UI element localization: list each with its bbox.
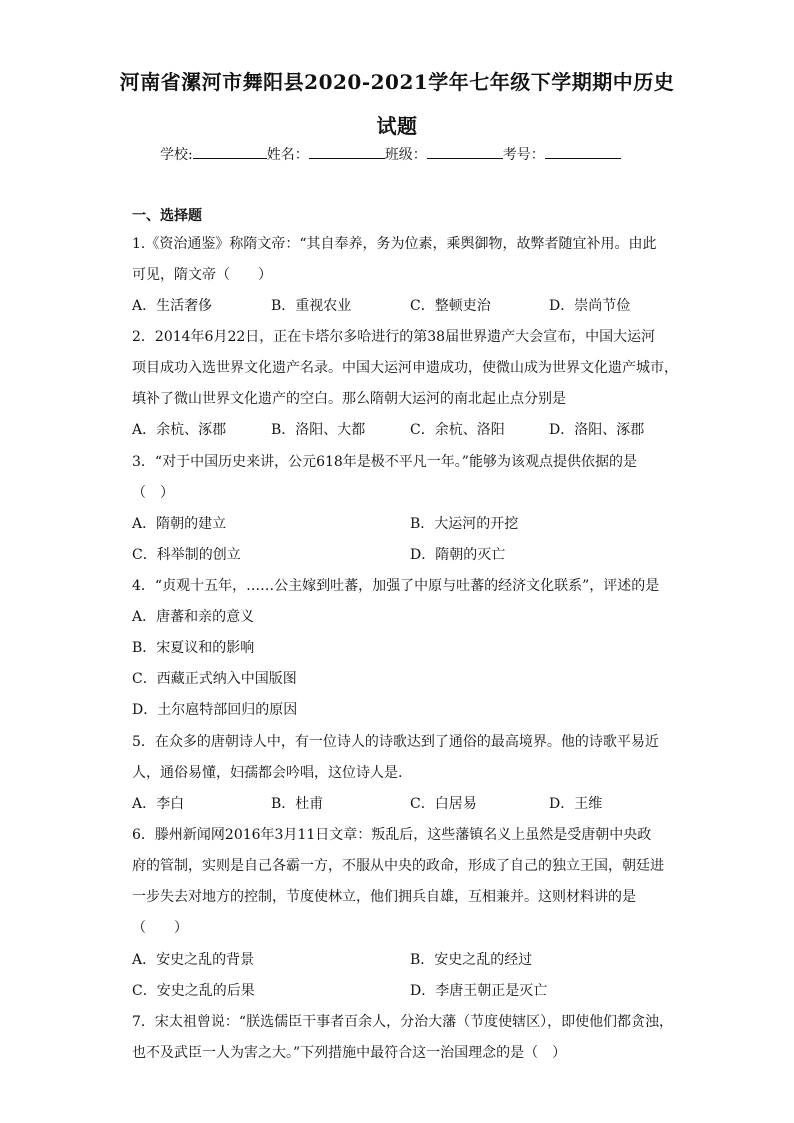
question-5-line-2: 人，通俗易懂，妇孺都会吟唱，这位诗人是. bbox=[132, 765, 403, 781]
question-6-options-row-2 bbox=[132, 980, 688, 1000]
question-3-line-2: （ ） bbox=[132, 485, 174, 501]
option-c[interactable]: C．白居易 bbox=[410, 796, 477, 812]
question-2-line-1: 2．2014年6月22日，正在卡塔尔多哈进行的第38届世界遗产大会宣布，中国大运河 bbox=[132, 329, 656, 345]
class-label: 班级： bbox=[384, 147, 427, 163]
question-5-options bbox=[132, 793, 688, 813]
question-5-line-1: 5．在众多的唐朝诗人中，有一位诗人的诗歌达到了通俗的最高境界。他的诗歌平易近 bbox=[132, 734, 659, 750]
question-2-line-3: 填补了微山世界文化遗产的空白。那么隋朝大运河的南北起止点分别是 bbox=[132, 391, 566, 407]
name-label: 姓名： bbox=[266, 147, 309, 163]
option-d[interactable]: D．洛阳、涿郡 bbox=[549, 422, 645, 438]
number-blank[interactable] bbox=[545, 144, 621, 159]
option-a[interactable]: A．隋朝的建立 bbox=[132, 516, 227, 532]
question-1-options bbox=[132, 295, 688, 315]
question-6-line-2: 府的管制，实则是自己各霸一方，不服从中央的政命，形成了自己的独立王国，朝廷进 bbox=[132, 858, 664, 874]
class-blank[interactable] bbox=[427, 144, 503, 159]
question-6-options-row-1 bbox=[132, 949, 688, 969]
option-d[interactable]: D．王维 bbox=[549, 796, 603, 812]
option-d[interactable]: D．李唐王朝正是灭亡 bbox=[410, 983, 548, 999]
student-info-row bbox=[160, 144, 621, 164]
question-6-line-1: 6．滕州新闻网2016年3月11日文章：叛乱后，这些藩镇名义上虽然是受唐朝中央政 bbox=[132, 827, 652, 843]
name-blank[interactable] bbox=[309, 144, 385, 159]
option-a[interactable]: A．李白 bbox=[132, 796, 185, 812]
option-a[interactable]: A．余杭、涿郡 bbox=[132, 422, 227, 438]
number-label: 考号： bbox=[502, 147, 545, 163]
question-3-options-row-2 bbox=[132, 544, 688, 564]
question-7-line-1: 7．宋太祖曾说：“朕选儒臣干事者百余人，分治大藩（节度使辖区），即使他们都贪浊， bbox=[132, 1014, 674, 1030]
question-1-line-2: 可见，隋文帝（ ） bbox=[132, 267, 272, 283]
page-title-line2: 试题 bbox=[376, 114, 418, 138]
question-6-line-4: （ ） bbox=[132, 920, 188, 936]
option-a[interactable]: A．唐蕃和亲的意义 bbox=[132, 609, 255, 625]
option-c[interactable]: C．西藏正式纳入中国版图 bbox=[132, 671, 297, 687]
option-c[interactable]: C．整顿吏治 bbox=[410, 298, 491, 314]
option-d[interactable]: D．土尔扈特部回归的原因 bbox=[132, 702, 298, 718]
option-b[interactable]: B．大运河的开挖 bbox=[410, 516, 519, 532]
question-2-line-2: 项目成功入选世界文化遗产名录。中国大运河申遗成功，使微山成为世界文化遗产城市， bbox=[132, 360, 678, 376]
option-b[interactable]: B．安史之乱的经过 bbox=[410, 952, 533, 968]
question-4-line-1: 4．“贞观十五年，……公主嫁到吐蕃，加强了中原与吐蕃的经济文化联系”，评述的是 bbox=[132, 578, 660, 594]
option-c[interactable]: C．科举制的创立 bbox=[132, 547, 241, 563]
school-label: 学校: bbox=[160, 147, 193, 163]
option-d[interactable]: D．崇尚节俭 bbox=[549, 298, 631, 314]
section-heading: 一、选择题 bbox=[132, 208, 202, 224]
question-3-options-row-1 bbox=[132, 513, 688, 533]
page-title: 河南省漯河市舞阳县2020-2021学年七年级下学期期中历史 bbox=[119, 70, 675, 94]
school-blank[interactable] bbox=[193, 144, 267, 159]
option-a[interactable]: A．安史之乱的背景 bbox=[132, 952, 255, 968]
option-b[interactable]: B．杜甫 bbox=[271, 796, 324, 812]
option-d[interactable]: D．隋朝的灭亡 bbox=[410, 547, 506, 563]
option-c[interactable]: C．余杭、洛阳 bbox=[410, 422, 505, 438]
question-1-line-1: 1.《资治通鉴》称隋文帝：“其自奉养，务为位素，乘舆御物，故弊者随宜补用。由此 bbox=[132, 236, 657, 252]
question-7-line-2: 也不及武臣一人为害之大。”下列措施中最符合这一治国理念的是（ ） bbox=[132, 1045, 567, 1061]
option-a[interactable]: A．生活奢侈 bbox=[132, 298, 213, 314]
option-b[interactable]: B．洛阳、大都 bbox=[271, 422, 366, 438]
question-2-options bbox=[132, 419, 688, 439]
question-6-line-3: 一步失去对地方的控制，节度使林立，他们拥兵自雄，互相兼并。这则材料讲的是 bbox=[132, 889, 636, 905]
option-c[interactable]: C．安史之乱的后果 bbox=[132, 983, 255, 999]
question-3-line-1: 3．“对于中国历史来讲，公元618年是极不平凡一年。”能够为该观点提供依据的是 bbox=[132, 454, 637, 470]
option-b[interactable]: B．重视农业 bbox=[271, 298, 352, 314]
option-b[interactable]: B．宋夏议和的影响 bbox=[132, 640, 255, 656]
